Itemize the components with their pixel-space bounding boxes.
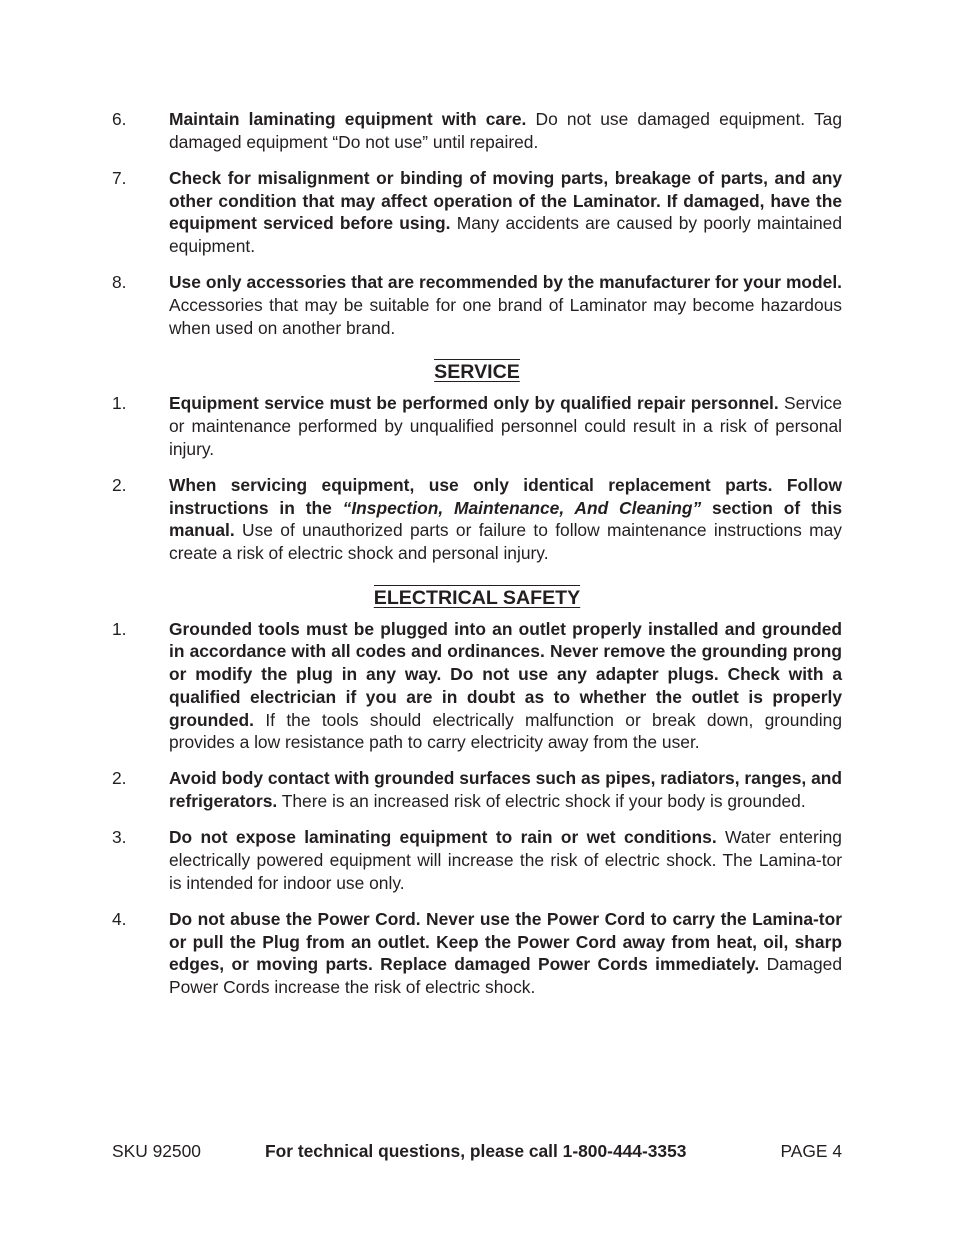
- item-bold-text: Avoid body contact with grounded surfaces such as pipes, radiators, ranges, and refrigerators.: [169, 768, 842, 812]
- list-item: [112, 908, 842, 999]
- list-item: [112, 392, 842, 460]
- item-body-text: There is an increased risk of electric shock if your body is grounded.: [277, 791, 806, 812]
- footer-page-number: PAGE 4: [780, 1141, 842, 1161]
- footer-tech-support: For technical questions, please call 1-800-444-3353: [265, 1141, 687, 1161]
- section-heading-service: [112, 360, 842, 384]
- page-content: [112, 108, 842, 1012]
- item-number: 4.: [112, 908, 127, 929]
- item-body-text: Water entering electrically powered equipment will increase the risk of electric shock. The Lamina-tor is intended for indoor use only.: [169, 827, 842, 893]
- list-item: [112, 474, 842, 565]
- item-bold-text: Do not expose laminating equipment to rain or wet conditions.: [169, 827, 717, 848]
- footer-sku: SKU 92500: [112, 1141, 201, 1161]
- item-number: 2.: [112, 768, 127, 789]
- item-number: 1.: [112, 618, 127, 639]
- list-item: [112, 826, 842, 894]
- item-text: [169, 618, 842, 754]
- item-body-text: Accessories that may be suitable for one brand of Laminator may become hazardous when used on another brand.: [169, 294, 842, 338]
- list-item: [112, 767, 842, 812]
- section-title: SERVICE: [434, 361, 520, 384]
- list-item: [112, 167, 842, 258]
- item-text: [169, 271, 842, 339]
- item-bold-text: Grounded tools must be plugged into an outlet properly installed and grounded in accordance with all codes and ordinances. Never remove the grounding prong or modify the plug in any way. Do not use any adapter plugs. Check with a qualified electrician if you are in doubt as to whether the outlet is properly grounded.: [169, 618, 842, 730]
- item-number: 8.: [112, 272, 127, 293]
- item-text: [169, 826, 842, 894]
- item-body-text: Do not use damaged equipment. Tag damaged equipment “Do not use” until repaired.: [169, 109, 842, 152]
- item-body-text: Use of unauthorized parts or failure to follow maintenance instructions may create a risk of electric shock and personal injury.: [169, 520, 842, 564]
- list-item: [112, 108, 842, 153]
- item-italic-reference: “Inspection, Maintenance, And Cleaning”: [342, 497, 702, 518]
- item-text: [169, 767, 842, 812]
- item-text: [169, 108, 842, 153]
- item-body-text: If the tools should electrically malfunction or break down, grounding provides a low resistance path to carry electricity away from the user.: [169, 709, 842, 753]
- item-text: [169, 474, 842, 565]
- item-text: [169, 908, 842, 999]
- item-bold-text: Maintain laminating equipment with care.: [169, 109, 527, 129]
- item-bold-text: When servicing equipment, use only identical replacement parts. Follow instructions in the: [169, 474, 842, 518]
- item-body-text: Many accidents are caused by poorly maintained equipment.: [169, 213, 842, 257]
- section-heading-electrical-safety: [112, 586, 842, 610]
- item-number: 6.: [112, 109, 127, 129]
- item-body-text: Service or maintenance performed by unqualified personnel could result in a risk of personal injury.: [169, 393, 842, 459]
- item-text: [169, 167, 842, 258]
- item-bold-text: Do not abuse the Power Cord. Never use the Power Cord to carry the Lamina-tor or pull the Plug from an outlet. Keep the Power Cord away from heat, oil, sharp edges, or moving parts. Replace damaged Power Cords immediately.: [169, 908, 842, 975]
- item-bold-text: Check for misalignment or binding of moving parts, breakage of parts, and any other condition that may affect operation of the Laminator. If damaged, have the equipment serviced before using.: [169, 167, 842, 234]
- item-bold-text: Use only accessories that are recommended by the manufacturer for your model.: [169, 272, 842, 293]
- page-footer: [112, 1139, 842, 1163]
- list-item: [112, 618, 842, 754]
- item-body-text: Damaged Power Cords increase the risk of electric shock.: [169, 954, 842, 998]
- item-number: 3.: [112, 827, 127, 848]
- list-item: [112, 271, 842, 339]
- item-bold-text-continued: section of this manual.: [169, 497, 842, 541]
- section-title: ELECTRICAL SAFETY: [373, 586, 581, 609]
- item-number: 7.: [112, 167, 127, 188]
- item-bold-text: Equipment service must be performed only by qualified repair personnel.: [169, 393, 779, 414]
- item-text: [169, 392, 842, 460]
- item-number: 2.: [112, 474, 127, 495]
- item-number: 1.: [112, 393, 127, 414]
